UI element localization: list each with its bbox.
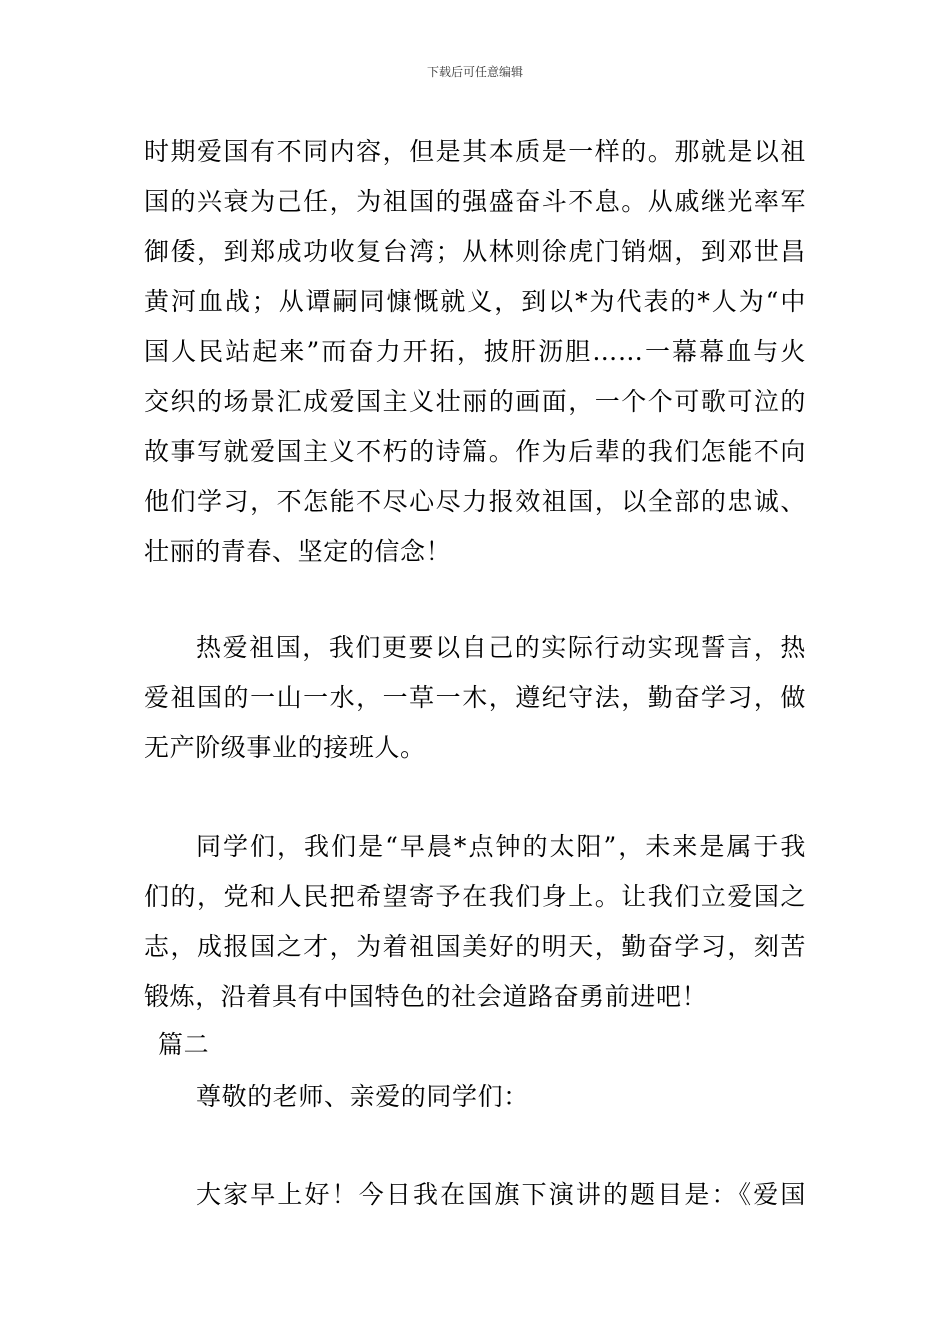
salutation-line: 尊敬的老师、亲爱的同学们： bbox=[196, 1082, 529, 1111]
paragraph-line: 时期爱国有不同内容，但是其本质是一样的。那就是以祖 bbox=[144, 137, 806, 166]
paragraph-line: 故事写就爱国主义不朽的诗篇。作为后辈的我们怎能不向 bbox=[144, 437, 806, 466]
paragraph-line: 黄河血战；从谭嗣同慷慨就义，到以*为代表的*人为“中 bbox=[144, 287, 806, 316]
paragraph-line: 热爱祖国，我们更要以自己的实际行动实现誓言，热 bbox=[196, 633, 806, 662]
paragraph-line: 志，成报国之才，为着祖国美好的明天，勤奋学习，刻苦 bbox=[144, 932, 806, 961]
page-header-caption: 下载后可任意编辑 bbox=[426, 65, 523, 79]
paragraph-line: 们的，党和人民把希望寄予在我们身上。让我们立爱国之 bbox=[144, 882, 806, 911]
paragraph-line: 御倭，到郑成功收复台湾；从林则徐虎门销烟，到邓世昌 bbox=[144, 237, 806, 266]
paragraph-line: 国的兴衰为己任，为祖国的强盛奋斗不息。从戚继光率军 bbox=[144, 187, 806, 216]
paragraph-line: 锻炼，沿着具有中国特色的社会道路奋勇前进吧！ bbox=[144, 982, 708, 1011]
paragraph-line: 爱祖国的一山一水，一草一木，遵纪守法，勤奋学习，做 bbox=[144, 683, 806, 712]
paragraph-line: 大家早上好！今日我在国旗下演讲的题目是：《爱国 bbox=[196, 1180, 806, 1209]
paragraph-line: 壮丽的青春、坚定的信念！ bbox=[144, 537, 452, 566]
paragraph-line: 他们学习，不怎能不尽心尽力报效祖国，以全部的忠诚、 bbox=[144, 487, 806, 516]
paragraph-line: 交织的场景汇成爱国主义壮丽的画面，一个个可歌可泣的 bbox=[144, 387, 806, 416]
paragraph-line: 同学们，我们是“早晨*点钟的太阳”，未来是属于我 bbox=[196, 832, 806, 861]
paragraph-line: 无产阶级事业的接班人。 bbox=[144, 733, 426, 762]
section-heading: 篇二 bbox=[158, 1030, 210, 1059]
paragraph-line: 国人民站起来”而奋力开拓，披肝沥胆……一幕幕血与火 bbox=[144, 337, 806, 366]
